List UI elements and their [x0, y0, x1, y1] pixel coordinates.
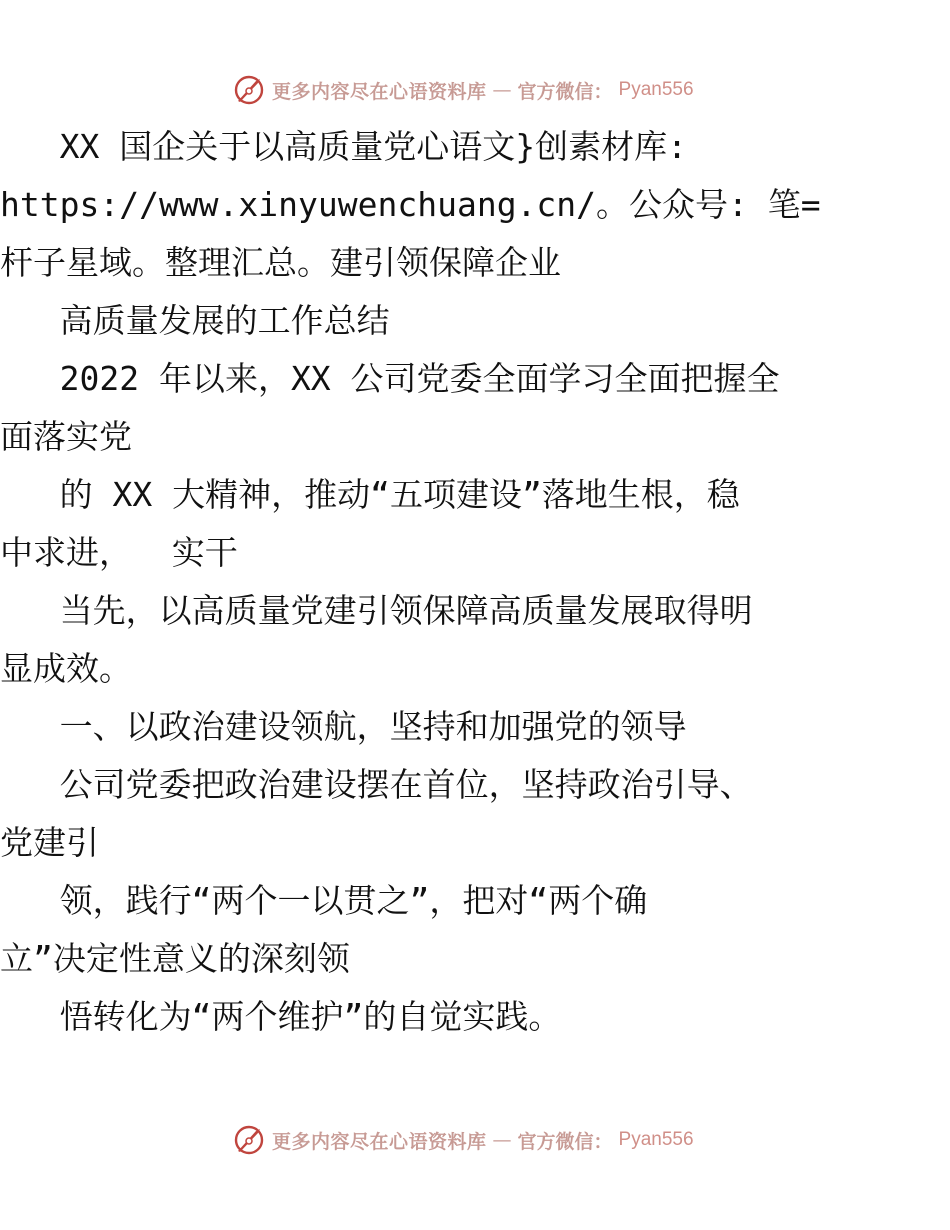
body-line: 领，践行“两个一以贯之”，把对“两个确 — [0, 881, 648, 920]
watermark-wechat-id: Pyan556 — [618, 1129, 694, 1150]
watermark-text: 更多内容尽在心语资料库 — [272, 1130, 487, 1153]
header-watermark — [232, 72, 694, 108]
body-line: 当先，以高质量党建引领保障高质量发展取得明 — [0, 591, 753, 630]
quill-pen-circle-icon — [232, 73, 266, 107]
body-line: 显成效。 — [0, 649, 132, 688]
watermark-separator: — — [492, 79, 512, 101]
body-line: XX 国企关于以高质量党心语文}创素材库: — [0, 127, 687, 166]
watermark-wechat-label: 官方微信： — [517, 1130, 613, 1153]
watermark-wechat-id: Pyan556 — [618, 79, 694, 100]
body-line: https://www.xinyuwenchuang.cn/。公众号: 笔= — [0, 185, 821, 224]
body-line: 党建引 — [0, 823, 99, 862]
body-line: 杆子星域。整理汇总。建引领保障企业 — [0, 243, 561, 282]
body-line: 2022 年以来，XX 公司党委全面学习全面把握全 — [0, 359, 780, 398]
body-line: 面落实党 — [0, 417, 132, 456]
body-line: 立”决定性意义的深刻领 — [0, 939, 350, 978]
body-line: 高质量发展的工作总结 — [0, 301, 390, 340]
watermark-separator: — — [492, 1129, 512, 1151]
footer-watermark — [232, 1122, 694, 1158]
body-line: 的 XX 大精神，推动“五项建设”落地生根，稳 — [0, 475, 740, 514]
quill-pen-circle-icon — [232, 1123, 266, 1157]
section-heading: 一、以政治建设领航，坚持和加强党的领导 — [0, 707, 687, 746]
body-line: 公司党委把政治建设摆在首位，坚持政治引导、 — [0, 765, 753, 804]
watermark-wechat-label: 官方微信： — [517, 80, 613, 103]
watermark-text: 更多内容尽在心语资料库 — [272, 80, 487, 103]
body-line: 悟转化为“两个维护”的自觉实践。 — [0, 997, 562, 1036]
body-line: 中求进， 实干 — [0, 533, 238, 572]
